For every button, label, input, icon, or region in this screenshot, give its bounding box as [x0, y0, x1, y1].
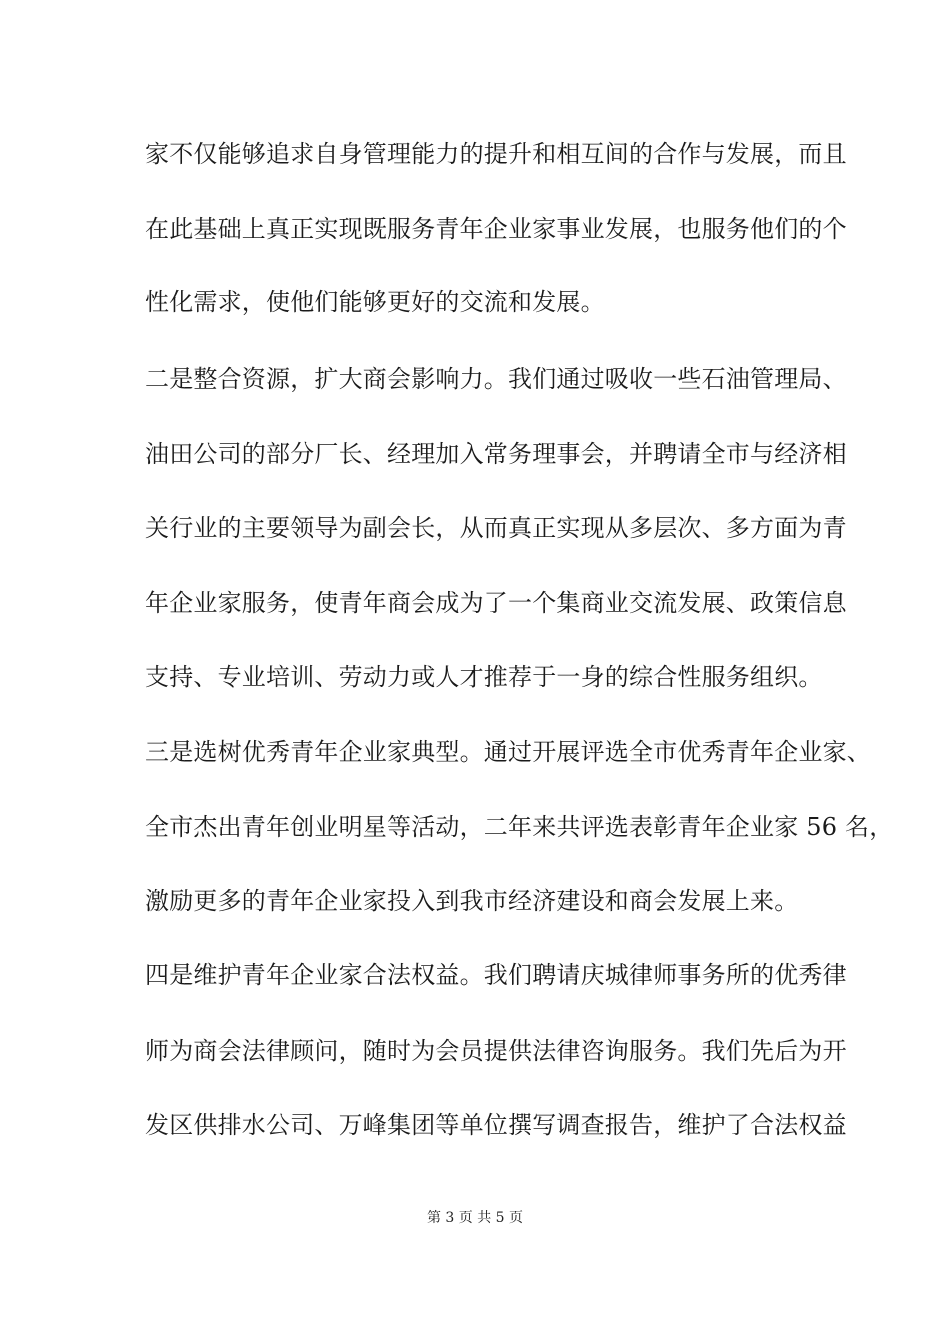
- text-line: 全市杰出青年创业明星等活动，二年来共评选表彰青年企业家 56 名，: [145, 813, 894, 841]
- text-line: 二是整合资源，扩大商会影响力。我们通过吸收一些石油管理局、: [145, 365, 847, 393]
- text-line: 性化需求，使他们能够更好的交流和发展。: [145, 288, 605, 316]
- text-line: 在此基础上真正实现既服务青年企业家事业发展，也服务他们的个: [145, 215, 847, 243]
- text-line: 年企业家服务，使青年商会成为了一个集商业交流发展、政策信息: [145, 589, 847, 617]
- text-line: 关行业的主要领导为副会长，从而真正实现从多层次、多方面为青: [145, 514, 847, 542]
- text-line: 四是维护青年企业家合法权益。我们聘请庆城律师事务所的优秀律: [145, 961, 847, 989]
- text-line: 油田公司的部分厂长、经理加入常务理事会，并聘请全市与经济相: [145, 440, 847, 468]
- page-number-footer: 第 3 页 共 5 页: [426, 1210, 524, 1226]
- text-line: 支持、专业培训、劳动力或人才推荐于一身的综合性服务组织。: [145, 663, 823, 691]
- text-line: 师为商会法律顾问，随时为会员提供法律咨询服务。我们先后为开: [145, 1037, 847, 1065]
- text-line: 发区供排水公司、万峰集团等单位撰写调查报告，维护了合法权益: [145, 1111, 847, 1139]
- text-line: 家不仅能够追求自身管理能力的提升和相互间的合作与发展，而且: [145, 140, 847, 168]
- text-line: 三是选树优秀青年企业家典型。通过开展评选全市优秀青年企业家、: [145, 738, 871, 766]
- text-line: 激励更多的青年企业家投入到我市经济建设和商会发展上来。: [145, 887, 799, 915]
